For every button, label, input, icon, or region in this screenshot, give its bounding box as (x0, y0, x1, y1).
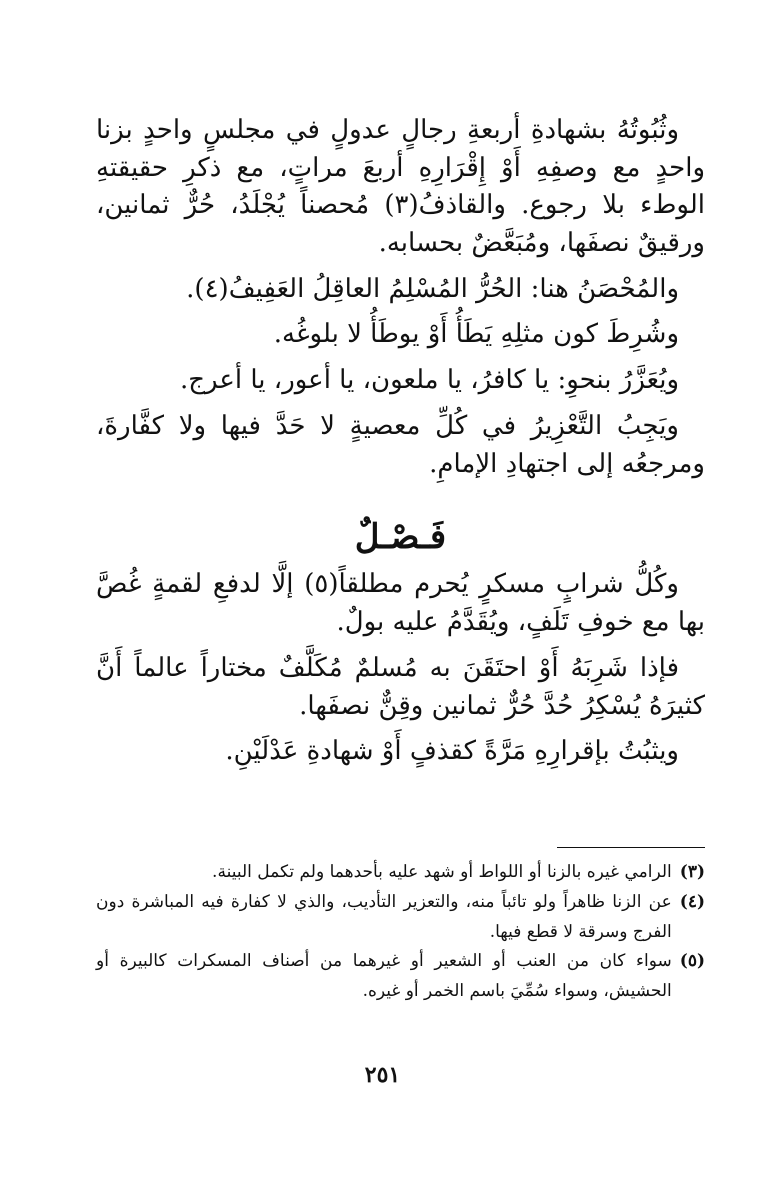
footnote-text: عن الزنا ظاهراً ولو تائباً منه، والتعزير التأديب، والذي لا كفارة فيه المباشرة دون الفرج وسرقة لا قطع فيها. (96, 891, 672, 942)
page-number: ٢٥١ (364, 1062, 401, 1088)
paragraph: وكُلُّ شرابٍ مسكرٍ يُحرم مطلقاً(٥) إلَّا لدفعِ لقمةٍ غُصَّ بها مع خوفِ تَلَفٍ، ويُقَدَّمُ عليه بولٌ. (96, 569, 705, 638)
footnote (96, 888, 705, 948)
main-text (96, 112, 705, 779)
footnote-text: سواء كان من العنب أو الشعير أو غيرهما من أصناف المسكرات كالبيرة أو الحشيش، وسواء سُمِّيَ باسم الخمر أو غيره. (96, 951, 672, 1001)
paragraph: وثُبُوتُهُ بشهادةِ أربعةِ رجالٍ عدولٍ في مجلسٍ واحدٍ بزنا واحدٍ مع وصفِهِ أَوْ إِقْرَارِهِ أربعَ مراتٍ، مع ذكرِ حقيقتهِ الوطء بلا رجوع. والقاذفُ(٣) مُحصناً يُجْلَدُ، حُرٌّ ثمانين، ورقيقٌ نصفَها، ومُبَعَّضٌ بحسابه. (96, 115, 705, 259)
paragraph: فإذا شَرِبَهُ أَوْ احتَقَنَ به مُسلمٌ مُكَلَّفٌ مختاراً عالماً أَنَّ كثيرَهُ يُسْكِرُ حُدَّ حُرٌّ ثمانين وقِنٌّ نصفَها. (96, 652, 705, 721)
footnote-text: الرامي غيره بالزنا أو اللواط أو شهد عليه بأحدهما ولم تكمل البينة. (212, 862, 672, 882)
footnote (96, 947, 705, 1007)
footnote (96, 858, 705, 888)
paragraph: وشُرِطَ كون مثلِهِ يَطَأُ أَوْ يوطَأُ لا بلوغُه. (273, 319, 679, 350)
paragraphs-after-heading (96, 566, 705, 770)
paragraph: ويَجِبُ التَّعْزِيرُ في كُلِّ معصيةٍ لا حَدَّ فيها ولا كفَّارةَ، ومرجعُه إلى اجتهادِ الإمامِ. (96, 410, 705, 479)
footnote-divider (557, 847, 705, 848)
footnote-number: (٤) (679, 891, 705, 912)
footnote-number: (٣) (679, 862, 705, 882)
paragraphs-before-heading (96, 112, 705, 483)
paragraph: ويُعَزَّرُ بنحوِ: يا كافرُ، يا ملعون، يا أعور، يا أعرج. (179, 365, 679, 396)
paragraph: ويثبُتُ بإقرارِهِ مَرَّةً كقذفٍ أَوْ شهادةِ عَدْلَيْنِ. (225, 736, 679, 767)
paragraph: والمُحْصَنُ هنا: الحُرُّ المُسْلِمُ العاقِلُ العَفِيفُ(٤). (186, 273, 679, 304)
footnote-number: (٥) (679, 951, 705, 972)
footnotes (96, 858, 705, 1007)
section-heading: فَـصْـلٌ (354, 517, 447, 558)
